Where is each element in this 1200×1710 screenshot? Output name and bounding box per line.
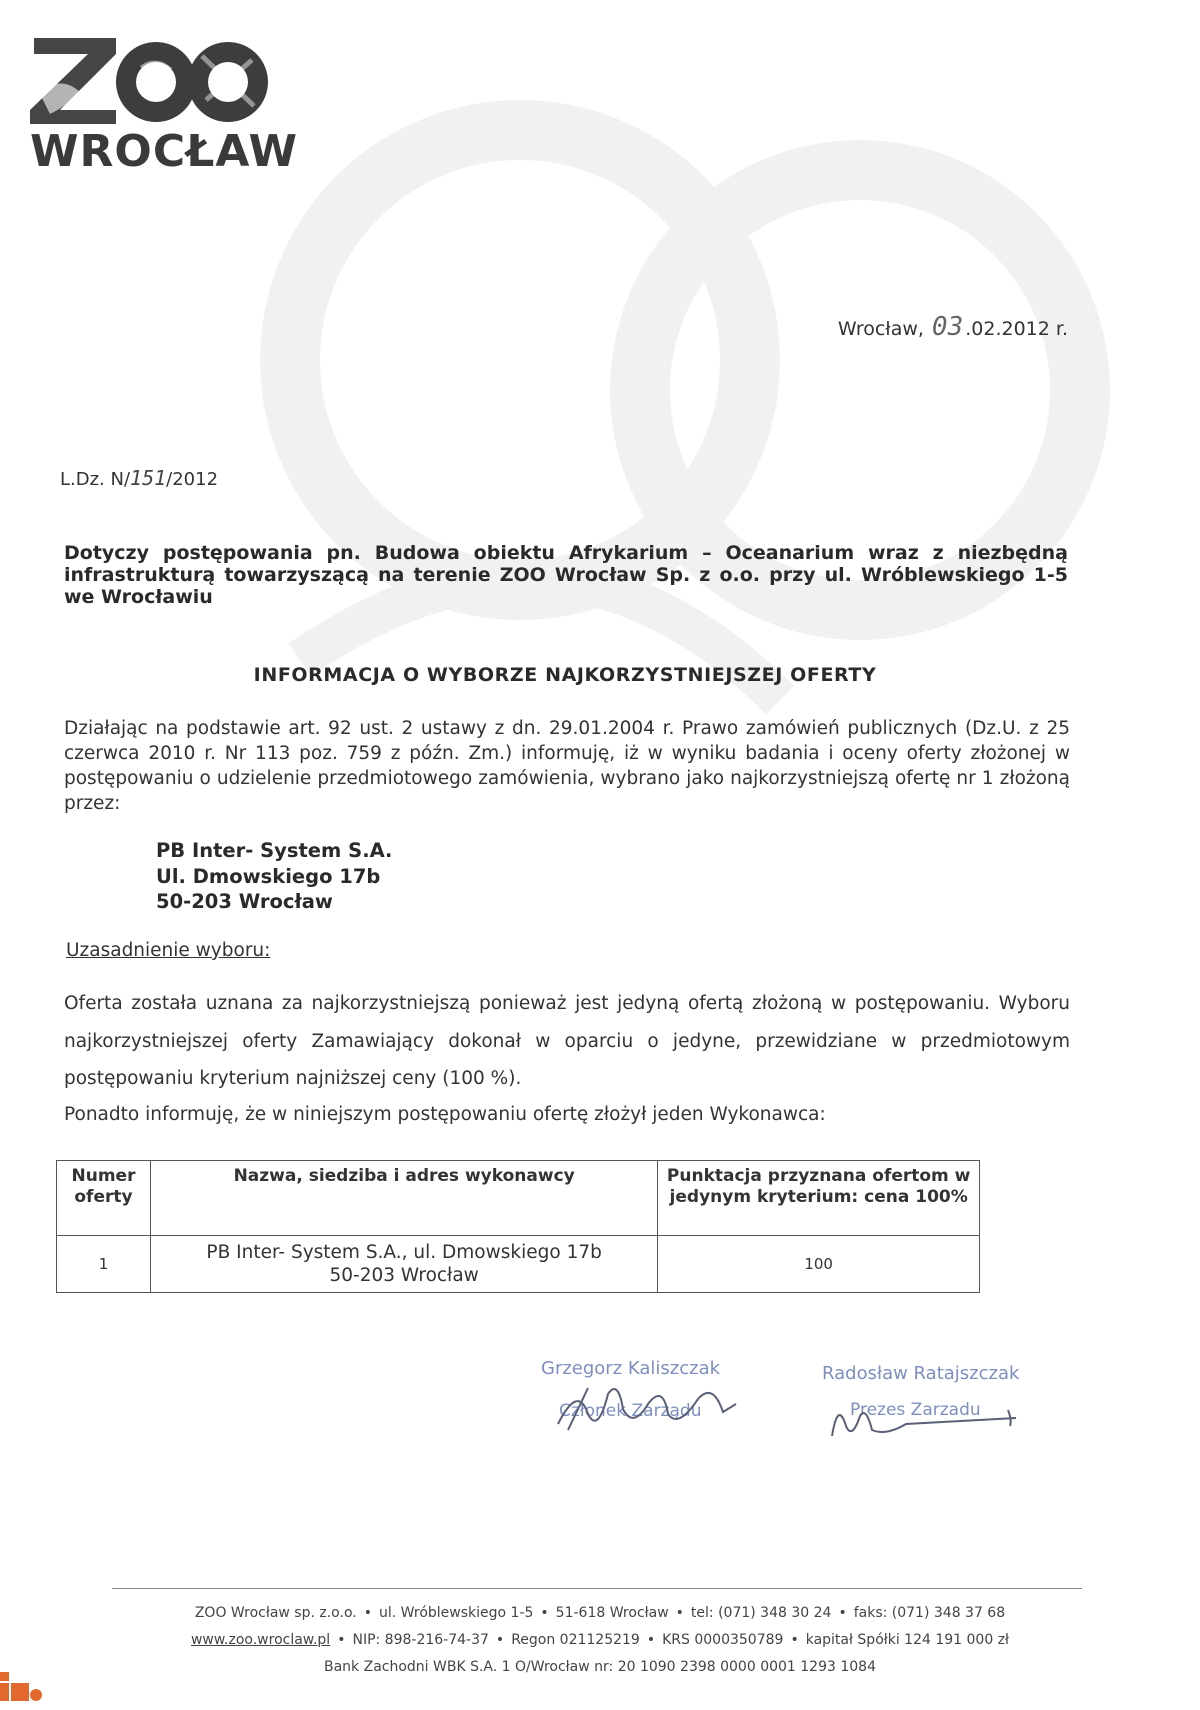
bullet-icon: • (363, 1605, 372, 1621)
signatory-role: Członek Zarządu (559, 1401, 702, 1421)
footer-divider (112, 1588, 1082, 1589)
cell-contractor-line1: PB Inter- System S.A., ul. Dmowskiego 17b (206, 1242, 602, 1263)
signatory-name: Radosław Ratajszczak (822, 1363, 1020, 1384)
date-prefix: Wrocław, (837, 318, 924, 340)
footer-regon: Regon 021125219 (511, 1632, 640, 1648)
footer-fax: faks: (071) 348 37 68 (853, 1605, 1006, 1621)
bullet-icon: • (495, 1632, 505, 1648)
contractors-paragraph: Ponadto informuję, że w niniejszym postępowaniu ofertę złożył jeden Wykonawca: (64, 1104, 826, 1125)
footer-capital: kapitał Spółki 124 191 000 zł (805, 1632, 1010, 1648)
zoo-logo (30, 34, 298, 184)
offers-table (56, 1160, 980, 1293)
header-score: Punktacja przyznana ofertom w jedynym kryterium: cena 100% (658, 1161, 980, 1236)
footer-line-2 (60, 1627, 1140, 1654)
cell-contractor-line2: 50-203 Wrocław (329, 1265, 479, 1286)
cell-contractor (150, 1236, 657, 1293)
handwritten-signature-2 (826, 1396, 1026, 1446)
logo-city: WROCŁAW (30, 126, 298, 177)
cell-score: 100 (658, 1236, 980, 1293)
reference-prefix: L.Dz. N/ (60, 469, 131, 490)
corner-logo-icon (0, 1672, 42, 1702)
handwritten-signature-1 (548, 1374, 748, 1438)
bullet-icon: • (540, 1605, 549, 1621)
watermark-graphic (260, 60, 1120, 820)
winner-address (156, 838, 392, 915)
letter-title: INFORMACJA O WYBORZE NAJKORZYSTNIEJSZEJ OFERTY (253, 664, 877, 686)
footer-website-link[interactable]: www.zoo.wroclaw.pl (190, 1632, 331, 1648)
footer-nip: NIP: 898-216-74-37 (352, 1632, 489, 1648)
date-rest: .02.2012 r. (965, 318, 1068, 340)
reference-number-handwritten: 151 (130, 466, 167, 490)
legal-basis-paragraph: Działając na podstawie art. 92 ust. 2 ustawy z dn. 29.01.2004 r. Prawo zamówień publicznych (Dz.U. z 25 czerwca 2010 r. Nr 113 poz. 759 z późn. Zm.) informuję, iż w wyniku badania i oceny oferty złożonej w postępowaniu o udzielenie przedmiotowego zamówienia, wybrano jako najkorzystniejszą ofertę nr 1 złożoną przez: (64, 718, 1070, 814)
bullet-icon: • (790, 1632, 799, 1648)
bullet-icon: • (646, 1632, 656, 1648)
footer-company: ZOO Wrocław sp. z.o.o. (194, 1605, 357, 1621)
bullet-icon: • (675, 1605, 684, 1621)
signatory-role: Prezes Zarzadu (850, 1400, 981, 1420)
header-offer-number: Numer oferty (57, 1161, 151, 1236)
bullet-icon: • (838, 1605, 847, 1621)
winner-street: Ul. Dmowskiego 17b (156, 864, 381, 888)
justification-paragraph: Oferta została uznana za najkorzystniejszą ponieważ jest jedyną ofertą złożoną w postępowaniu. Wyboru najkorzystniejszej oferty Zamawiający dokonał w oparciu o jedyne, przewidziane w przedmiotowym postępowaniu kryterium najniższej ceny (100 %). (64, 993, 1070, 1089)
reference-number (60, 466, 218, 490)
letter-date (838, 312, 1068, 342)
footer-street: ul. Wróblewskiego 1-5 (379, 1605, 534, 1621)
letter-footer (60, 1600, 1140, 1681)
footer-postcode: 51-618 Wrocław (555, 1605, 669, 1621)
cell-offer-number: 1 (57, 1236, 151, 1293)
zoo-letters-graphic (30, 34, 270, 126)
footer-line-1 (60, 1600, 1140, 1627)
table-row (57, 1236, 980, 1293)
letter-subject: Dotyczy postępowania pn. Budowa obiektu Afrykarium – Oceanarium wraz z niezbędną infrastrukturą towarzyszącą na terenie ZOO Wrocław Sp. z o.o. przy ul. Wróblewskiego 1-5 we Wrocławiu (64, 542, 1068, 608)
footer-bank: Bank Zachodni WBK S.A. 1 O/Wrocław nr: 20 1090 2398 0000 0001 1293 1084 (324, 1659, 876, 1675)
reference-suffix: /2012 (166, 469, 219, 490)
signatory-name: Grzegorz Kaliszczak (541, 1358, 721, 1379)
bullet-icon: • (337, 1632, 346, 1648)
winner-city: 50-203 Wrocław (156, 890, 333, 913)
table-header-row (57, 1161, 980, 1236)
justification-label: Uzasadnienie wyboru: (66, 940, 271, 961)
header-contractor: Nazwa, siedziba i adres wykonawcy (150, 1161, 657, 1236)
footer-phone: tel: (071) 348 30 24 (690, 1605, 832, 1621)
footer-krs: KRS 0000350789 (662, 1632, 784, 1648)
winner-name: PB Inter- System S.A. (156, 839, 393, 862)
date-day-handwritten: 03 (931, 312, 964, 342)
